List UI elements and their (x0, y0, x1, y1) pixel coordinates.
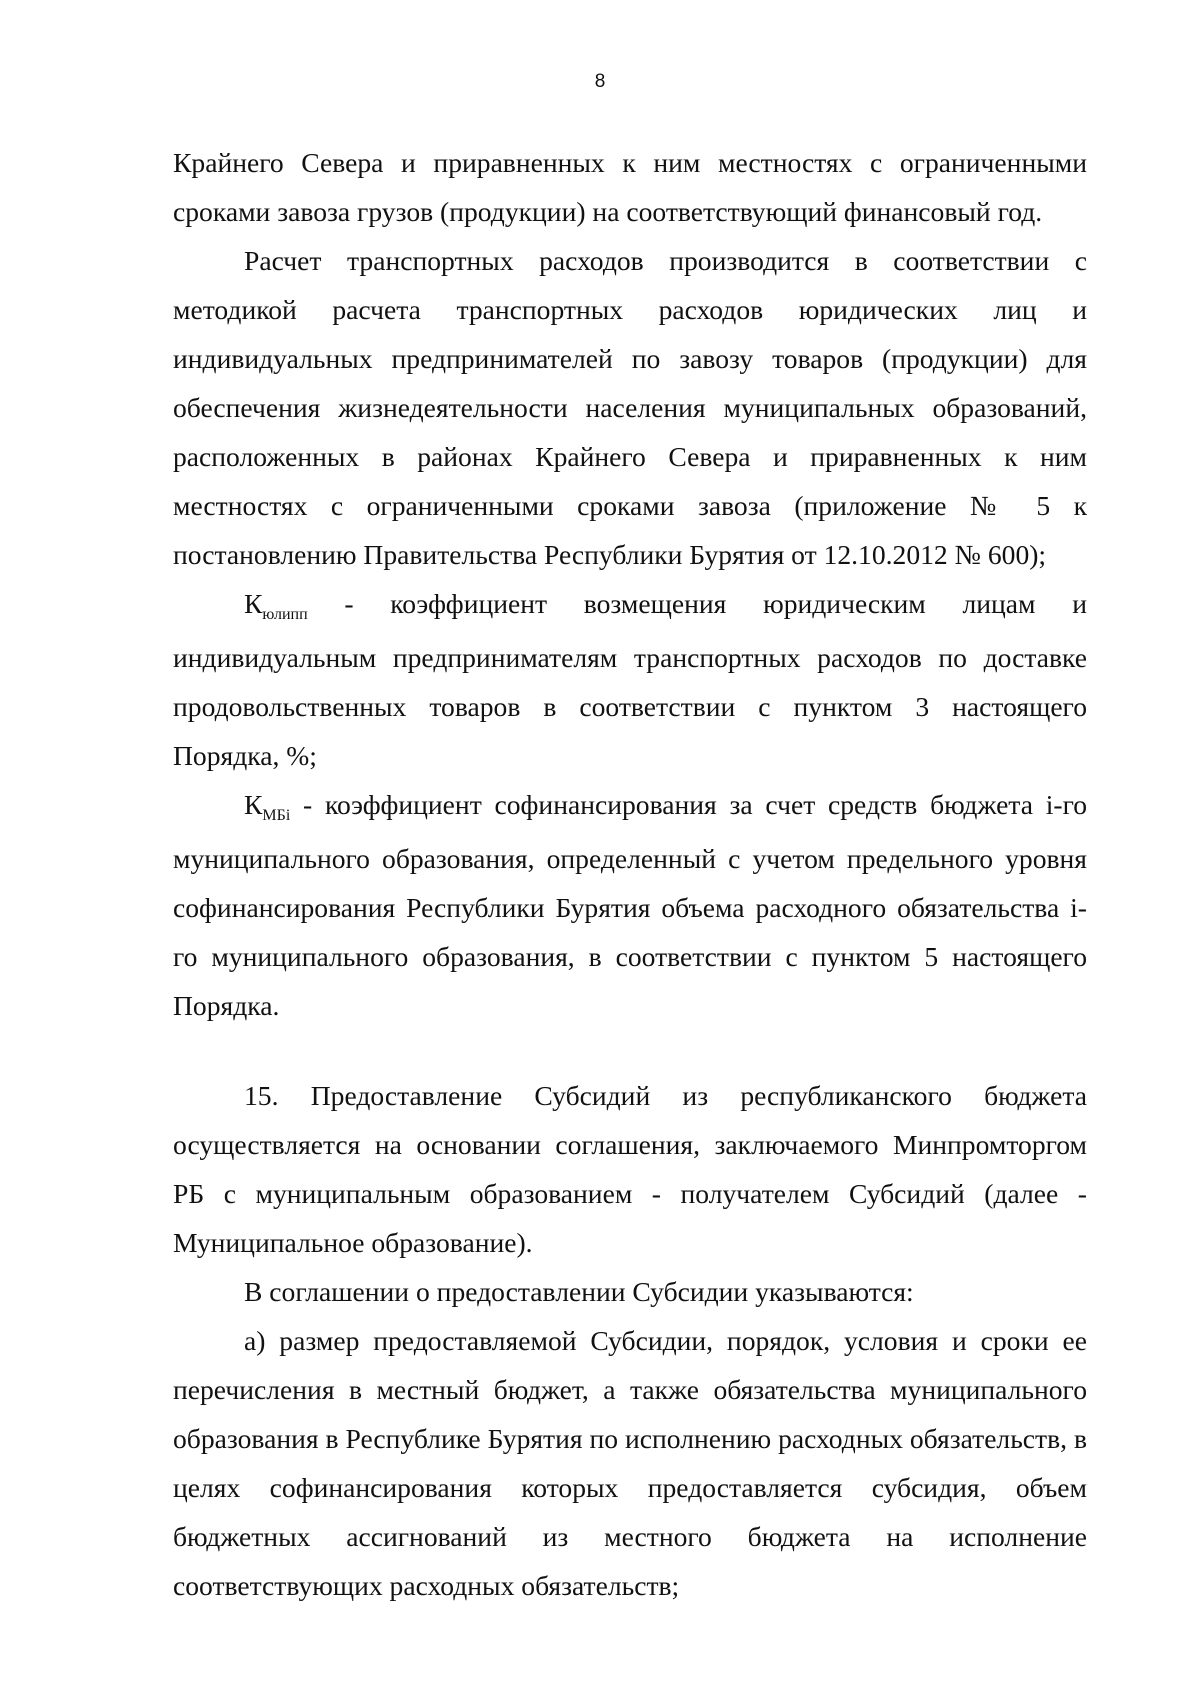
paragraph-section-15: 15. Предоставление Субсидий из республиканского бюджета осуществляется на основании соглашения, заключаемого Минпромторгом РБ с муниципальным образованием - получателем Субсидий (далее - Муниципальное образование). (173, 1080, 1087, 1258)
paragraph-coefficient-kyulipp (173, 579, 1087, 780)
paragraph-continuation: Крайнего Севера и приравненных к ним местностях с ограниченными сроками завоза грузов (продукции) на соответствующий финансовый год. (173, 147, 1087, 227)
paragraph-transport-costs-method: Расчет транспортных расходов производится в соответствии с методикой расчета транспортных расходов юридических лиц и индивидуальных предпринимателей по завозу товаров (продукции) для обеспечения жизнедеятельности населения муниципальных образований, расположенных в районах Крайнего Севера и приравненных к ним местностях с ограниченными сроками завоза (приложение № 5 к постановлению Правительства Республики Бурятия от 12.10.2012 № 600); (173, 245, 1087, 570)
paragraph-agreement-contents: В соглашении о предоставлении Субсидии указываются: (244, 1276, 914, 1307)
coefficient-definition: - коэффициент софинансирования за счет средств бюджета i-го муниципального образования, определенный с учетом предельного уровня софинансирования Республики Бурятия объема расходного обязательства i-го муниципального образования, в соответствии с пунктом 5 настоящего Порядка. (173, 789, 1087, 1021)
paragraph-item-a: а) размер предоставляемой Субсидии, порядок, условия и сроки ее перечисления в местный бюджет, а также обязательства муниципального образования в Республике Бурятия по исполнению расходных обязательств, в целях софинансирования которых предоставляется субсидия, объем бюджетных ассигнований из местного бюджета на исполнение соответствующих расходных обязательств; (173, 1325, 1087, 1601)
page-number: 8 (594, 71, 606, 92)
document-body (173, 138, 1087, 1610)
coefficient-subscript: юлипп (262, 606, 308, 623)
coefficient-definition: - коэффициент возмещения юридическим лицам и индивидуальным предпринимателям транспортных расходов по доставке продовольственных товаров в соответствии с пунктом 3 настоящего Порядка, %; (173, 588, 1087, 771)
coefficient-symbol: К (244, 789, 263, 820)
paragraph-coefficient-kmbi (173, 780, 1087, 1030)
coefficient-symbol: К (244, 588, 263, 619)
coefficient-subscript: МБi (262, 807, 291, 824)
